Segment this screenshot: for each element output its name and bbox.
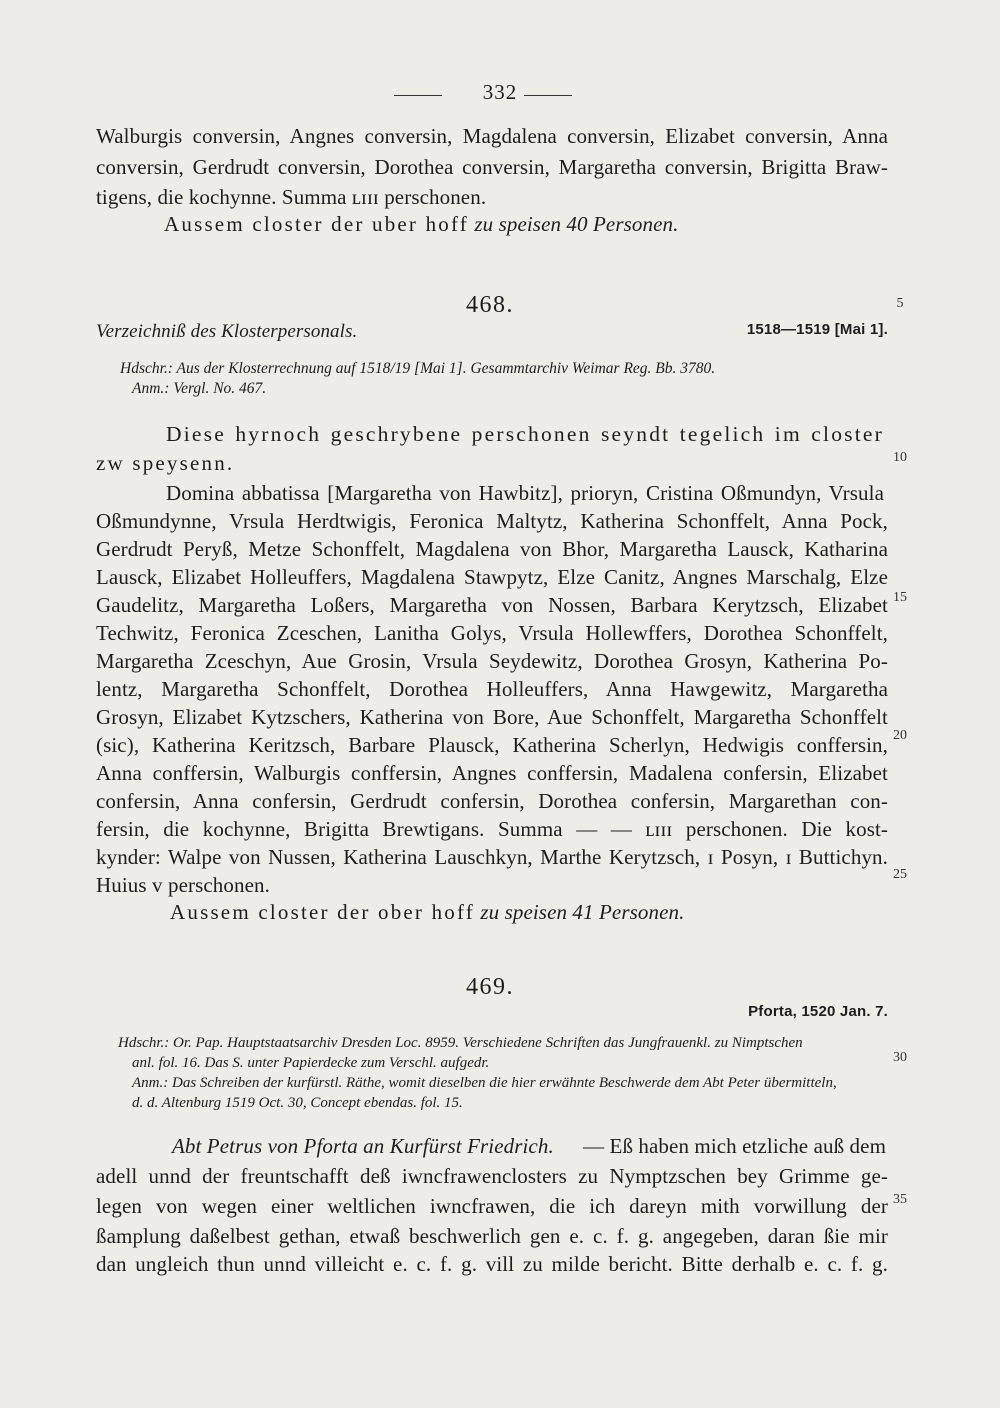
aussem-spaced: Aussem closter der ober hoff [170, 900, 475, 924]
header-rule-right [524, 95, 572, 96]
aussem-line [164, 212, 956, 236]
doc-468-source: Hdschr.: Aus der Klosterrechnung auf 1518/19 [Mai 1]. Gesammtarchiv Weimar Reg. Bb. 3780. [120, 360, 716, 377]
text-line: Walburgis conversin, Angnes conversin, Magdalena conversin, Elizabet conversin, Anna [96, 124, 888, 148]
doc-468-date: 1518—1519 [Mai 1]. [746, 321, 888, 338]
text-line: Margaretha Zceschyn, Aue Grosin, Vrsula Seydewitz, Dorothea Grosyn, Katherina Po- [96, 649, 888, 673]
text-line [172, 1134, 886, 1158]
text-line: Techwitz, Feronica Zceschen, Lanitha Golys, Vrsula Hollewffers, Dorothea Schonffelt, [96, 621, 888, 645]
line-number: 30 [893, 1050, 907, 1065]
text-line: dan ungleich thun unnd villeicht e. c. f. g. vill zu milde bericht. Bitte derhalb e. c. f. g. [96, 1252, 888, 1276]
line-number: 25 [893, 867, 907, 882]
text-line: fersin, die kochynne, Brigitta Brewtigans. Summa — — ʟɪɪɪ perschonen. Die kost- [96, 817, 888, 841]
aussem-italic: zu speisen 41 Personen. [480, 900, 685, 924]
text-line: kynder: Walpe von Nussen, Katherina Lauschkyn, Marthe Kerytzsch, ɪ Posyn, ɪ Buttichyn. [96, 845, 888, 869]
doc-469-source: anl. fol. 16. Das S. unter Papierdecke zum Verschl. aufgedr. [132, 1055, 490, 1071]
doc-469-source: Hdschr.: Or. Pap. Hauptstaatsarchiv Dresden Loc. 8959. Verschiedene Schriften das Jungfrauenkl. zu Nimptschen [118, 1035, 803, 1051]
aussem-line [170, 900, 962, 924]
text-line: Grosyn, Elizabet Kytzschers, Katherina von Bore, Aue Schonffelt, Margaretha Schonffelt [96, 705, 888, 729]
text-line: adell unnd der freuntschafft deß iwncfrawenclosters zu Nymptzschen bey Grimme ge- [96, 1164, 888, 1188]
doc-468-number: 468. [466, 292, 514, 318]
text-line: Gaudelitz, Margaretha Loßers, Margaretha von Nossen, Barbara Kerytzsch, Elizabet [96, 593, 888, 617]
intro-line: Diese hyrnoch geschrybene perschonen seyndt tegelich im closter [166, 422, 884, 446]
text-line: Domina abbatissa [Margaretha von Hawbitz], prioryn, Cristina Oßmundyn, Vrsula [166, 481, 884, 505]
line-number: 15 [893, 590, 907, 605]
doc-469-date: Pforta, 1520 Jan. 7. [748, 1003, 888, 1020]
text-line: Oßmundynne, Vrsula Herdtwigis, Feronica Maltytz, Katherina Schonffelt, Anna Pock, [96, 509, 888, 533]
header-rule-left [394, 95, 442, 96]
letter-text: — Eß haben mich etzliche auß dem [583, 1134, 886, 1158]
text-line: confersin, Anna confersin, Gerdrudt confersin, Dorothea confersin, Margarethan con- [96, 789, 888, 813]
text-line: legen von wegen einer weltlichen iwncfrawen, die ich dareyn mith vorwillung der [96, 1194, 888, 1218]
text-line: Anna conffersin, Walburgis conffersin, Angnes conffersin, Madalena confersin, Elizabet [96, 761, 888, 785]
doc-468-title: Verzeichniß des Klosterpersonals. [96, 321, 358, 342]
line-number: 10 [893, 450, 907, 465]
doc-469-number: 469. [466, 974, 514, 1000]
text-line: Gerdrudt Peryß, Metze Schonffelt, Magdalena von Bhor, Margaretha Lausck, Katharina [96, 537, 888, 561]
text-line: ßamplung daßelbest gethan, etwaß beschwerlich gen e. c. f. g. angegeben, daran ßie mir [96, 1224, 888, 1248]
letter-heading: Abt Petrus von Pforta an Kurfürst Friedrich. [172, 1134, 554, 1158]
page-number: 332 [482, 80, 518, 104]
text-line: lentz, Margaretha Schonffelt, Dorothea Holleuffers, Anna Hawgewitz, Margaretha [96, 677, 888, 701]
aussem-italic: zu speisen 40 Personen. [474, 212, 679, 236]
doc-469-note: Anm.: Das Schreiben der kurfürstl. Räthe, womit dieselben die hier erwähnte Beschwerde dem Abt Peter übermitteln, [132, 1075, 837, 1091]
doc-468-note: Anm.: Vergl. No. 467. [132, 380, 267, 397]
text-line: Lausck, Elizabet Holleuffers, Magdalena Stawpytz, Elze Canitz, Angnes Marschalg, Elze [96, 565, 888, 589]
aussem-spaced: Aussem closter der uber hoff [164, 212, 469, 236]
line-number: 35 [893, 1192, 907, 1207]
text-line: conversin, Gerdrudt conversin, Dorothea conversin, Margaretha conversin, Brigitta Braw- [96, 155, 888, 179]
doc-469-note: d. d. Altenburg 1519 Oct. 30, Concept ebendas. fol. 15. [132, 1095, 463, 1111]
text-line: Huius v perschonen. [96, 873, 270, 897]
text-line: tigens, die kochynne. Summa ʟɪɪɪ perschonen. [96, 185, 487, 209]
line-number: 20 [893, 728, 907, 743]
line-number: 5 [896, 296, 904, 311]
text-line: (sic), Katherina Keritzsch, Barbare Plausck, Katherina Scherlyn, Hedwigis conffersin, [96, 733, 888, 757]
intro-line: zw speysenn. [96, 451, 235, 475]
